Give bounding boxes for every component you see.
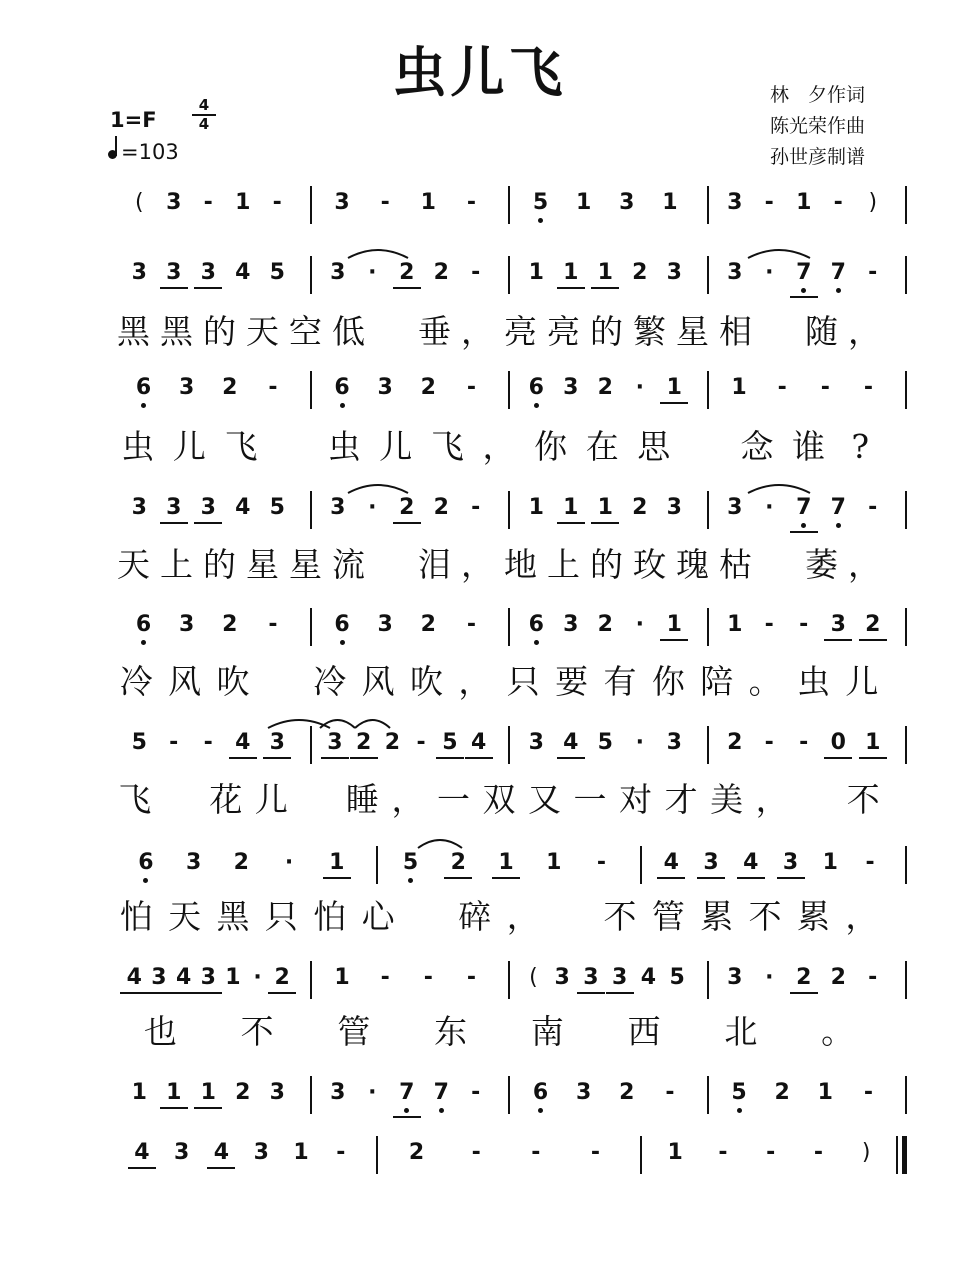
extension-dash: -	[833, 190, 843, 215]
note-number: 1	[200, 1080, 216, 1105]
lyric-char: 冷	[313, 662, 347, 701]
lyric-char: 一	[436, 780, 470, 819]
lyric-char: 美	[710, 780, 744, 819]
lyric-char: ，	[506, 897, 540, 936]
note-number: 3	[179, 612, 195, 637]
extension-dash: -	[868, 495, 878, 520]
note-number: 4	[235, 260, 251, 285]
lyric-char: ?	[851, 427, 870, 466]
lyric-char: ，	[391, 780, 425, 819]
note-number: 6	[528, 612, 544, 637]
note-number: 2	[632, 495, 648, 520]
extension-dash: -	[777, 375, 787, 400]
lyric-char: 。	[748, 662, 782, 701]
note-number: 3	[666, 495, 682, 520]
note-number: 2	[597, 612, 613, 637]
note-number: 4	[213, 1140, 230, 1165]
lyric-char: 的	[590, 545, 623, 584]
lyric-char: 星	[676, 312, 709, 351]
note-number: 1	[822, 850, 838, 875]
note-number: 2	[233, 850, 249, 875]
note-number: 5	[669, 965, 685, 990]
augmentation-dot: ·	[765, 260, 774, 285]
augmentation-dot: ·	[635, 375, 644, 400]
lyric-char: 管	[651, 897, 685, 936]
lyric-char: 才	[664, 780, 698, 819]
extension-dash: -	[203, 190, 213, 215]
note-number: 1	[528, 260, 544, 285]
extension-dash: -	[466, 190, 476, 215]
extension-dash: -	[268, 612, 278, 637]
note-number: 2	[399, 495, 415, 520]
tie-arc	[348, 250, 408, 258]
lyric-char: 虫	[796, 662, 830, 701]
tie-arc	[748, 250, 810, 258]
note-number: 2	[408, 1140, 425, 1165]
lyric-char: 飞	[430, 427, 464, 466]
lyric-char: 你	[534, 427, 568, 466]
lyric-char: 飞	[118, 780, 152, 819]
lyric-char: 吹	[409, 662, 443, 701]
lyric-char: 怕	[119, 897, 153, 936]
note-number: 4	[134, 1140, 150, 1165]
lyric-char: 亮	[547, 312, 580, 351]
lyric-char: 的	[590, 312, 623, 351]
augmentation-dot: ·	[284, 850, 294, 875]
note-number: 3	[619, 190, 635, 215]
note-number: 6	[135, 612, 152, 637]
note-number: 4	[235, 495, 251, 520]
lyric-char: 亮	[504, 312, 537, 351]
note-number: 5	[269, 495, 285, 520]
note-number: 1	[666, 375, 682, 400]
lyric-char: ，	[848, 312, 881, 351]
note-number: 3	[131, 260, 147, 285]
note-number: 3	[528, 730, 544, 755]
lyric-char: 繁	[633, 312, 666, 351]
note-number: 5	[442, 730, 458, 755]
extension-dash: -	[820, 375, 830, 400]
extension-dash: -	[380, 190, 390, 215]
tie-arc	[355, 720, 390, 728]
lyric-char: 的	[203, 545, 236, 584]
lyric-char: 有	[603, 662, 637, 701]
note-number: 3	[830, 612, 846, 637]
note-number: 5	[731, 1080, 747, 1105]
note-number: 3	[174, 1140, 190, 1165]
note-number: 2	[355, 730, 372, 755]
lyric-char: 虫	[327, 427, 361, 466]
note-number: 1	[731, 375, 747, 400]
lyric-char: 上	[160, 545, 193, 584]
note-number: 7	[796, 495, 812, 520]
extension-dash: -	[471, 260, 481, 285]
repeat-parenthesis: (	[529, 965, 538, 990]
lyric-char: 管	[337, 1012, 371, 1051]
note-number: 1	[667, 1140, 683, 1165]
note-number: 1	[597, 495, 613, 520]
lyric-char: 花	[209, 780, 243, 819]
note-number: 1	[528, 495, 544, 520]
extension-dash: -	[380, 965, 390, 990]
note-number: 1	[166, 1080, 182, 1105]
lyric-char: 南	[530, 1012, 564, 1051]
note-number: 1	[546, 850, 562, 875]
note-number: 3	[253, 1140, 269, 1165]
note-number: 3	[727, 965, 743, 990]
extension-dash: -	[416, 730, 426, 755]
lyric-char: 天	[168, 897, 202, 936]
note-number: 2	[632, 260, 648, 285]
repeat-parenthesis: (	[134, 190, 144, 215]
note-number: 2	[235, 1080, 251, 1105]
augmentation-dot: ·	[635, 612, 644, 637]
extension-dash: -	[203, 730, 213, 755]
note-number: 1	[329, 850, 345, 875]
lyric-char: 不	[240, 1012, 274, 1051]
lyric-char: 星	[246, 545, 279, 584]
lyric-char: 睡	[345, 780, 379, 819]
augmentation-dot: ·	[368, 495, 377, 520]
tie-arc	[348, 485, 408, 493]
extension-dash: -	[764, 612, 774, 637]
note-number: 7	[830, 260, 846, 285]
note-number: 3	[269, 1080, 285, 1105]
note-number: 5	[269, 260, 285, 285]
note-number: 3	[666, 260, 682, 285]
note-number: 2	[433, 260, 449, 285]
lyric-char: 空	[289, 312, 322, 351]
note-number: 3	[727, 495, 743, 520]
lyric-char: 枯	[719, 545, 752, 584]
note-number: 1	[563, 260, 579, 285]
lyric-char: 儿	[379, 427, 413, 466]
lyric-char: 虫	[121, 427, 155, 466]
note-number: 3	[166, 190, 182, 215]
augmentation-dot: ·	[368, 1080, 377, 1105]
note-number: 1	[293, 1140, 309, 1165]
note-number: 3	[666, 730, 682, 755]
lyric-char: 只	[506, 662, 540, 701]
lyric-char: ，	[755, 780, 789, 819]
lyric-char: 儿	[845, 662, 879, 701]
note-number: 3	[554, 965, 570, 990]
note-number: 2	[384, 730, 401, 755]
note-number: 2	[222, 375, 238, 400]
augmentation-dot: ·	[765, 965, 774, 990]
key-signature: 1=F	[110, 108, 157, 132]
note-number: 2	[796, 965, 812, 990]
lyric-char: 不	[603, 897, 637, 936]
note-number: 3	[200, 495, 216, 520]
note-number: 7	[433, 1080, 449, 1105]
lyric-char: 玫	[633, 545, 666, 584]
note-number: 3	[782, 850, 799, 875]
extension-dash: -	[799, 612, 809, 637]
tie-arc	[418, 840, 462, 848]
lyric-char: 黑	[160, 312, 193, 351]
extension-dash: -	[813, 1140, 823, 1165]
extension-dash: -	[531, 1140, 541, 1165]
extension-dash: -	[268, 375, 278, 400]
extension-dash: -	[764, 190, 774, 215]
note-number: 7	[796, 260, 812, 285]
tempo-value: =103	[121, 140, 179, 164]
note-number: 2	[450, 850, 466, 875]
note-number: 1	[498, 850, 514, 875]
extension-dash: -	[766, 1140, 776, 1165]
note-number: 2	[865, 612, 881, 637]
extension-dash: -	[865, 850, 875, 875]
note-number: 3	[131, 495, 147, 520]
lyric-char: 黑	[117, 312, 150, 351]
note-number: 4	[470, 730, 487, 755]
lyric-char: 儿	[254, 780, 288, 819]
extension-dash: -	[868, 965, 878, 990]
note-number: 6	[528, 375, 544, 400]
note-number: 3	[330, 495, 346, 520]
note-number: 3	[563, 612, 579, 637]
augmentation-dot: ·	[368, 260, 377, 285]
note-number: 3	[166, 495, 182, 520]
note-number: 3	[327, 730, 343, 755]
extension-dash: -	[272, 190, 282, 215]
note-number: 1	[662, 190, 678, 215]
note-number: 1	[666, 612, 682, 637]
note-number: 3	[377, 375, 393, 400]
note-number: 7	[830, 495, 846, 520]
note-number: 3	[334, 190, 350, 215]
extension-dash: -	[471, 495, 481, 520]
note-number: 1	[865, 730, 881, 755]
note-number: 6	[334, 375, 350, 400]
augmentation-dot: ·	[635, 730, 644, 755]
note-number: 2	[433, 495, 449, 520]
note-number: 1	[576, 190, 592, 215]
lyric-char: 累	[700, 897, 734, 936]
lyric-char: 瑰	[676, 545, 709, 584]
note-number: 3	[269, 730, 285, 755]
note-number: 2	[619, 1080, 635, 1105]
lyric-char: ，	[482, 427, 516, 466]
extension-dash: -	[466, 612, 476, 637]
extension-dash: -	[863, 375, 873, 400]
note-number: 7	[399, 1080, 415, 1105]
note-number: 1	[235, 190, 251, 215]
lyric-char: 不	[748, 897, 782, 936]
lyric-char: 上	[547, 545, 580, 584]
arranger-credit: 孙世彦制谱	[770, 146, 866, 168]
lyric-char: 吹	[216, 662, 250, 701]
note-number: 1	[334, 965, 350, 990]
lyric-char: 萎	[805, 545, 838, 584]
lyric-char: 东	[434, 1012, 468, 1051]
note-number: 4	[235, 730, 251, 755]
note-number: 3	[611, 965, 628, 990]
note-number: 3	[151, 965, 167, 990]
repeat-parenthesis: )	[868, 190, 878, 215]
extension-dash: -	[718, 1140, 728, 1165]
extension-dash: -	[466, 375, 476, 400]
lyric-char: 风	[361, 662, 395, 701]
lyric-char: 一	[573, 780, 607, 819]
note-number: 1	[796, 190, 812, 215]
lyric-char: 要	[555, 662, 589, 701]
lyric-char: 也	[143, 1012, 177, 1051]
note-number: 4	[563, 730, 579, 755]
note-number: 2	[727, 730, 743, 755]
lyric-char: 心	[361, 897, 395, 936]
lyric-char: 黑	[216, 897, 250, 936]
note-number: 6	[138, 850, 154, 875]
lyric-char: 冷	[119, 662, 153, 701]
lyric-char: 风	[168, 662, 202, 701]
note-number: 1	[563, 495, 579, 520]
lyric-char: 念	[740, 427, 774, 466]
extension-dash: -	[665, 1080, 675, 1105]
lyric-char: 地	[504, 545, 537, 584]
note-number: 3	[179, 375, 195, 400]
note-number: 3	[703, 850, 719, 875]
note-number: 6	[334, 612, 350, 637]
lyric-char: ，	[458, 662, 492, 701]
extension-dash: -	[764, 730, 774, 755]
note-number: 4	[126, 965, 142, 990]
lyric-char: 泪	[418, 545, 451, 584]
note-number: 2	[774, 1080, 790, 1105]
lyric-char: 碎	[458, 897, 492, 936]
lyric-char: 陪	[700, 662, 734, 701]
note-number: 3	[200, 260, 216, 285]
lyric-char: 低	[332, 312, 365, 351]
lyric-char: 北	[724, 1012, 758, 1051]
lyric-char: 随	[805, 312, 838, 351]
note-number: 1	[131, 1080, 147, 1105]
note-number: 4	[663, 850, 679, 875]
repeat-parenthesis: )	[861, 1140, 871, 1165]
lyricist-credit: 林 夕作词	[770, 84, 866, 106]
lyric-char: 天	[246, 312, 279, 351]
extension-dash: -	[471, 1080, 481, 1105]
note-number: 3	[330, 1080, 346, 1105]
note-number: 5	[532, 190, 549, 215]
extension-dash: -	[471, 1140, 481, 1165]
lyric-char: ，	[845, 897, 879, 936]
lyric-char: 你	[651, 662, 685, 701]
augmentation-dot: ·	[765, 495, 774, 520]
lyric-char: 又	[528, 780, 562, 819]
lyric-char: 累	[796, 897, 830, 936]
note-number: 1	[420, 190, 436, 215]
note-number: 1	[727, 612, 743, 637]
lyric-char: 思	[637, 427, 671, 466]
note-number: 5	[597, 730, 613, 755]
note-number: 4	[175, 965, 192, 990]
note-number: 3	[576, 1080, 592, 1105]
note-number: 2	[830, 965, 846, 990]
extension-dash: -	[423, 965, 433, 990]
extension-dash: -	[596, 850, 607, 875]
extension-dash: -	[868, 260, 878, 285]
note-number: 3	[583, 965, 599, 990]
extension-dash: -	[336, 1140, 346, 1165]
lyric-char: 谁	[792, 427, 826, 466]
lyric-char: 。	[821, 1012, 855, 1051]
lyric-char: 的	[203, 312, 236, 351]
note-number: 2	[597, 375, 613, 400]
extension-dash: -	[799, 730, 809, 755]
extension-dash: -	[590, 1140, 601, 1165]
note-number: 5	[402, 850, 419, 875]
note-number: 0	[830, 730, 846, 755]
song-title: 虫儿飞	[392, 40, 567, 104]
note-number: 1	[597, 260, 613, 285]
lyric-char: 儿	[172, 427, 206, 466]
lyric-char: 天	[117, 545, 150, 584]
extension-dash: -	[169, 730, 179, 755]
extension-dash: -	[863, 1080, 873, 1105]
note-number: 1	[225, 965, 241, 990]
note-number: 3	[377, 612, 393, 637]
time-signature-bottom: 4	[198, 115, 210, 133]
lyric-char: 西	[627, 1012, 661, 1051]
lyric-char: 对	[619, 780, 653, 819]
composer-credit: 陈光荣作曲	[770, 115, 866, 137]
lyric-char: ，	[461, 312, 494, 351]
note-number: 3	[330, 260, 346, 285]
note-number: 3	[727, 190, 743, 215]
lyric-char: 怕	[313, 897, 347, 936]
note-number: 4	[640, 965, 657, 990]
lyric-char: 只	[264, 897, 298, 936]
note-number: 2	[420, 612, 436, 637]
note-number: 3	[185, 850, 202, 875]
note-number: 6	[135, 375, 152, 400]
note-number: 1	[817, 1080, 833, 1105]
lyric-char: 飞	[224, 427, 258, 466]
lyric-char: 相	[719, 312, 752, 351]
note-number: 2	[420, 375, 436, 400]
note-number: 2	[399, 260, 415, 285]
time-signature-top: 4	[198, 96, 210, 114]
lyric-char: 星	[289, 545, 322, 584]
tie-arc	[748, 485, 810, 493]
augmentation-dot: ·	[253, 965, 262, 990]
lyric-char: ，	[461, 545, 494, 584]
lyric-char: 不	[846, 780, 880, 819]
note-number: 5	[131, 730, 147, 755]
note-number: 3	[200, 965, 216, 990]
extension-dash: -	[466, 965, 476, 990]
lyric-char: 在	[585, 427, 619, 466]
note-number: 3	[563, 375, 579, 400]
note-number: 2	[274, 965, 290, 990]
note-number: 6	[532, 1080, 549, 1105]
lyric-char: ，	[848, 545, 881, 584]
note-number: 3	[166, 260, 182, 285]
note-number: 3	[727, 260, 743, 285]
note-number: 2	[222, 612, 238, 637]
lyric-char: 双	[482, 780, 516, 819]
lyric-char: 流	[332, 545, 365, 584]
lyric-char: 垂	[418, 312, 451, 351]
note-number: 4	[743, 850, 759, 875]
